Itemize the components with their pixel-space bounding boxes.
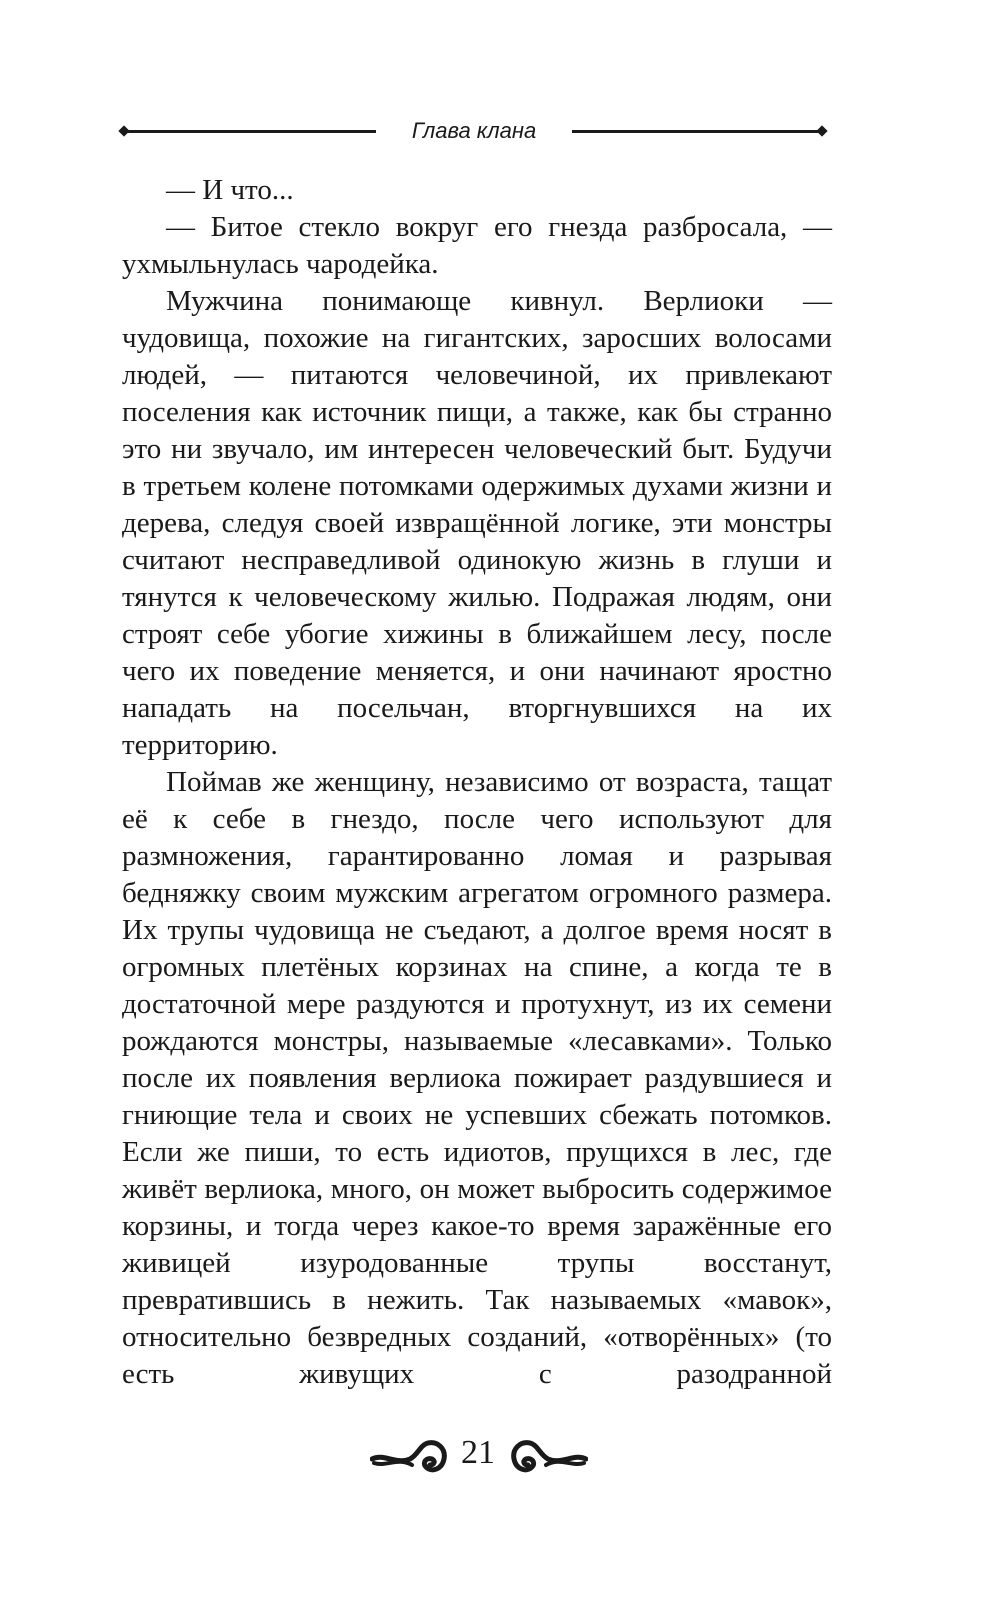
paragraph: Мужчина понимающе кивнул. Верлиоки — чудовища, похожие на гигантских, заросших волосами людей, — питаются человечиной, их привлекают поселения как источник пищи, а также, как бы странно это ни звучало, им интересен человеческий быт. Будучи в третьем колене потомками одержимых духами жизни и дерева, следуя своей извращённой логике, эти монстры считают несправедливой одинокую жизнь в глуши и тянутся к человеческому жилью. Подражая людям, они строят себе убогие хижины в ближайшем лесу, после чего их поведение меняется, и они начинают яростно нападать на посельчан, вторгнувшихся на их территорию. [122, 285, 832, 761]
header-ornament-diamond-right [816, 125, 827, 136]
paragraph: Поймав же женщину, независимо от возраста, тащат её к себе в гнездо, после чего используют для размножения, гарантированно ломая и разрывая бедняжку своим мужским агрегатом огромного размера. Их трупы чудовища не съедают, а долгое время носят в огромных плетёных корзинах на спине, а когда те в достаточной мере раздуются и протухнут, из их семени рождаются монстры, называемые «лесавками». Только после их появления верлиока пожирает раздувшиеся и гниющие тела и своих не успевших сбежать потомков. Если же пиши, то есть идиотов, прущихся в лес, где живёт верлиока, много, он может выбросить содержимое корзины, и тогда через какое-то время заражённые его живицей изуродованные трупы восстанут, превратившись в нежить. Так называемых «мавок», относительно безвредных созданий, «отворённых» (то есть живущих с разодранной [122, 766, 832, 1390]
flourish-left-icon [370, 1435, 450, 1479]
header-rule-right [572, 130, 822, 133]
header-rule-left [126, 130, 376, 133]
paragraph: — Битое стекло вокруг его гнезда разбросала, — ухмыльнулась чародейка. [122, 211, 832, 280]
chapter-title: Глава клана [411, 118, 537, 143]
flourish-right-icon [508, 1435, 588, 1479]
paragraph: — И что... [166, 174, 294, 206]
body-text [122, 172, 832, 1393]
page-number: 21 [461, 1434, 495, 1471]
running-header [120, 115, 828, 147]
page-folio [370, 1425, 600, 1485]
